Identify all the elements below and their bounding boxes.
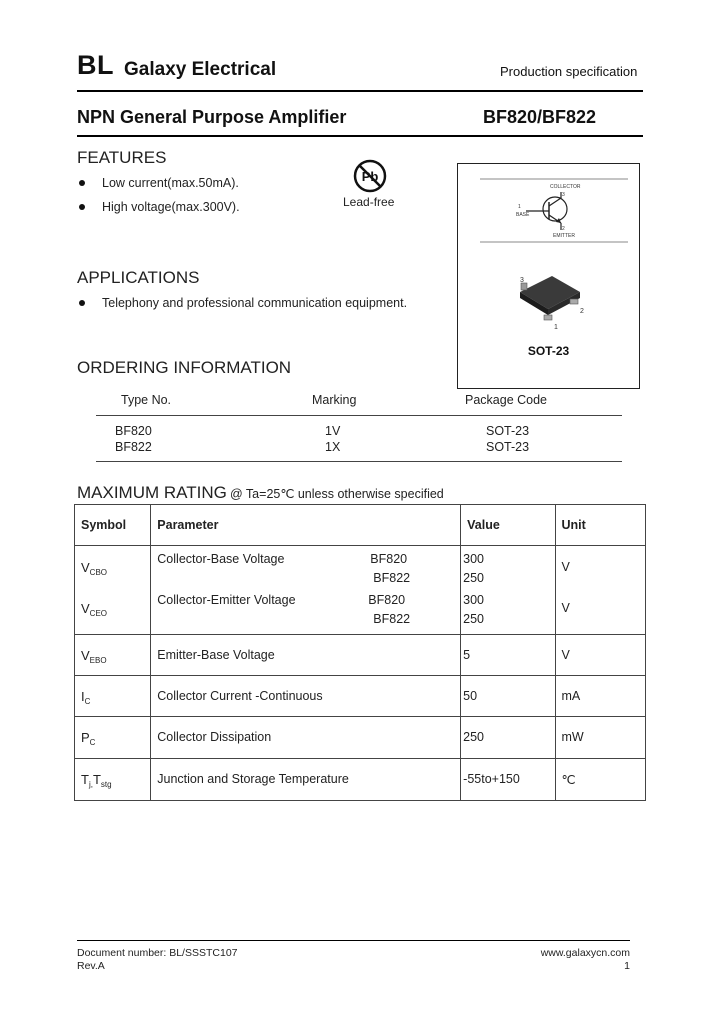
header-divider — [77, 90, 643, 92]
symbol-sub: C — [84, 697, 91, 706]
lead-free-icon — [350, 158, 390, 194]
unit: V — [561, 560, 570, 574]
pin-collector-label: COLLECTOR — [550, 184, 581, 190]
svg-text:2: 2 — [562, 226, 565, 232]
ordering-col-type: Type No. — [121, 393, 172, 407]
parameter: Collector-Base Voltage — [157, 552, 285, 566]
page-number: 1 — [624, 960, 630, 972]
unit: mW — [561, 730, 584, 744]
value: 300 — [463, 552, 485, 566]
parameter: Junction and Storage Temperature — [157, 772, 349, 786]
ordering-col-package: Package Code — [465, 393, 548, 407]
symbol-sub: CBO — [89, 568, 108, 577]
table-row — [75, 635, 646, 676]
pb-symbol: Pb — [361, 169, 379, 184]
symbol: P — [81, 730, 90, 745]
applications-heading: APPLICATIONS — [77, 268, 200, 287]
col-value: Value — [461, 505, 555, 546]
ordering-divider — [96, 415, 622, 416]
package-name: SOT-23 — [527, 344, 570, 358]
bullet-dot — [79, 204, 85, 210]
doc-number: Document number: BL/SSSTC107 — [77, 947, 238, 959]
ordering-cell: 1X — [325, 440, 341, 454]
value: 300 — [463, 593, 485, 607]
unit: V — [561, 648, 570, 662]
brand-logo: BL — [77, 50, 114, 80]
parameter: Collector Dissipation — [157, 730, 272, 744]
svg-text:3: 3 — [562, 192, 565, 198]
value: 250 — [463, 730, 485, 744]
footer-divider — [77, 940, 630, 941]
brand-name: Galaxy Electrical — [124, 59, 277, 80]
ordering-cell: 1V — [325, 424, 341, 438]
ordering-cell: SOT-23 — [486, 440, 530, 454]
value: -55to+150 — [463, 772, 520, 786]
symbol: V — [81, 648, 90, 663]
col-symbol: Symbol — [75, 505, 151, 546]
value: 250 — [463, 612, 485, 626]
variant: BF822 — [373, 612, 411, 626]
ordering-cell: BF820 — [115, 424, 152, 438]
variant: BF820 — [370, 552, 408, 566]
symbol: V — [81, 601, 90, 616]
col-unit: Unit — [555, 505, 646, 546]
unit: V — [561, 601, 570, 615]
symbol: T — [81, 772, 89, 787]
pin-base-label: BASE — [516, 212, 530, 218]
lead-free-label: Lead-free — [343, 195, 395, 209]
table-row — [75, 759, 646, 801]
table-row — [75, 546, 646, 588]
symbol: I — [81, 689, 85, 704]
symbol-sub: stg — [100, 780, 112, 789]
feature-item: Low current(max.50mA). — [102, 176, 239, 190]
col-parameter: Parameter — [151, 505, 461, 546]
footer-right — [537, 947, 630, 973]
title-divider — [77, 135, 643, 137]
footer-left — [77, 947, 238, 973]
page-title: NPN General Purpose Amplifier — [77, 107, 347, 127]
symbol-sub: j, — [88, 780, 93, 789]
table-row — [75, 717, 646, 759]
value: 50 — [463, 689, 478, 703]
ordering-cell: SOT-23 — [486, 424, 530, 438]
website-link[interactable]: www.galaxycn.com — [540, 947, 630, 959]
rating-condition: @ Ta=25℃ unless otherwise specified — [230, 487, 444, 501]
table-row — [75, 587, 646, 635]
features-heading: FEATURES — [77, 148, 167, 167]
pin2-label: 2 — [580, 308, 584, 315]
pin3-label: 3 — [520, 277, 524, 284]
svg-text:1: 1 — [518, 204, 521, 210]
table-row — [75, 676, 646, 717]
parameter: Collector-Emitter Voltage — [157, 593, 296, 607]
bullet-dot — [79, 180, 85, 186]
ordering-divider — [96, 461, 622, 462]
symbol: V — [81, 560, 90, 575]
bullet-dot — [79, 300, 85, 306]
ordering-col-marking: Marking — [312, 393, 357, 407]
pin-emitter-label: EMITTER — [553, 233, 575, 239]
variant: BF820 — [368, 593, 406, 607]
symbol-sub: C — [89, 738, 96, 747]
application-item: Telephony and professional communication equipment. — [102, 296, 408, 310]
feature-item: High voltage(max.300V). — [102, 200, 240, 214]
symbol-sub: EBO — [89, 656, 107, 665]
table-header-row — [75, 505, 646, 546]
revision: Rev.A — [77, 960, 105, 972]
parameter: Collector Current -Continuous — [157, 689, 323, 703]
package-box — [457, 163, 640, 389]
spec-type: Production specification — [500, 64, 638, 79]
variant: BF822 — [373, 571, 411, 585]
pin1-label: 1 — [554, 324, 558, 331]
value: 5 — [463, 648, 471, 662]
rating-table — [74, 504, 646, 801]
part-numbers: BF820/BF822 — [483, 107, 597, 127]
value: 250 — [463, 571, 485, 585]
ordering-cell: BF822 — [115, 440, 152, 454]
symbol-sub: CEO — [89, 609, 108, 618]
rating-heading: MAXIMUM RATING — [77, 483, 227, 502]
parameter: Emitter-Base Voltage — [157, 648, 275, 662]
unit: mA — [561, 689, 581, 703]
unit: ℃ — [561, 773, 576, 787]
ordering-heading: ORDERING INFORMATION — [77, 358, 292, 377]
symbol: T — [92, 772, 101, 787]
